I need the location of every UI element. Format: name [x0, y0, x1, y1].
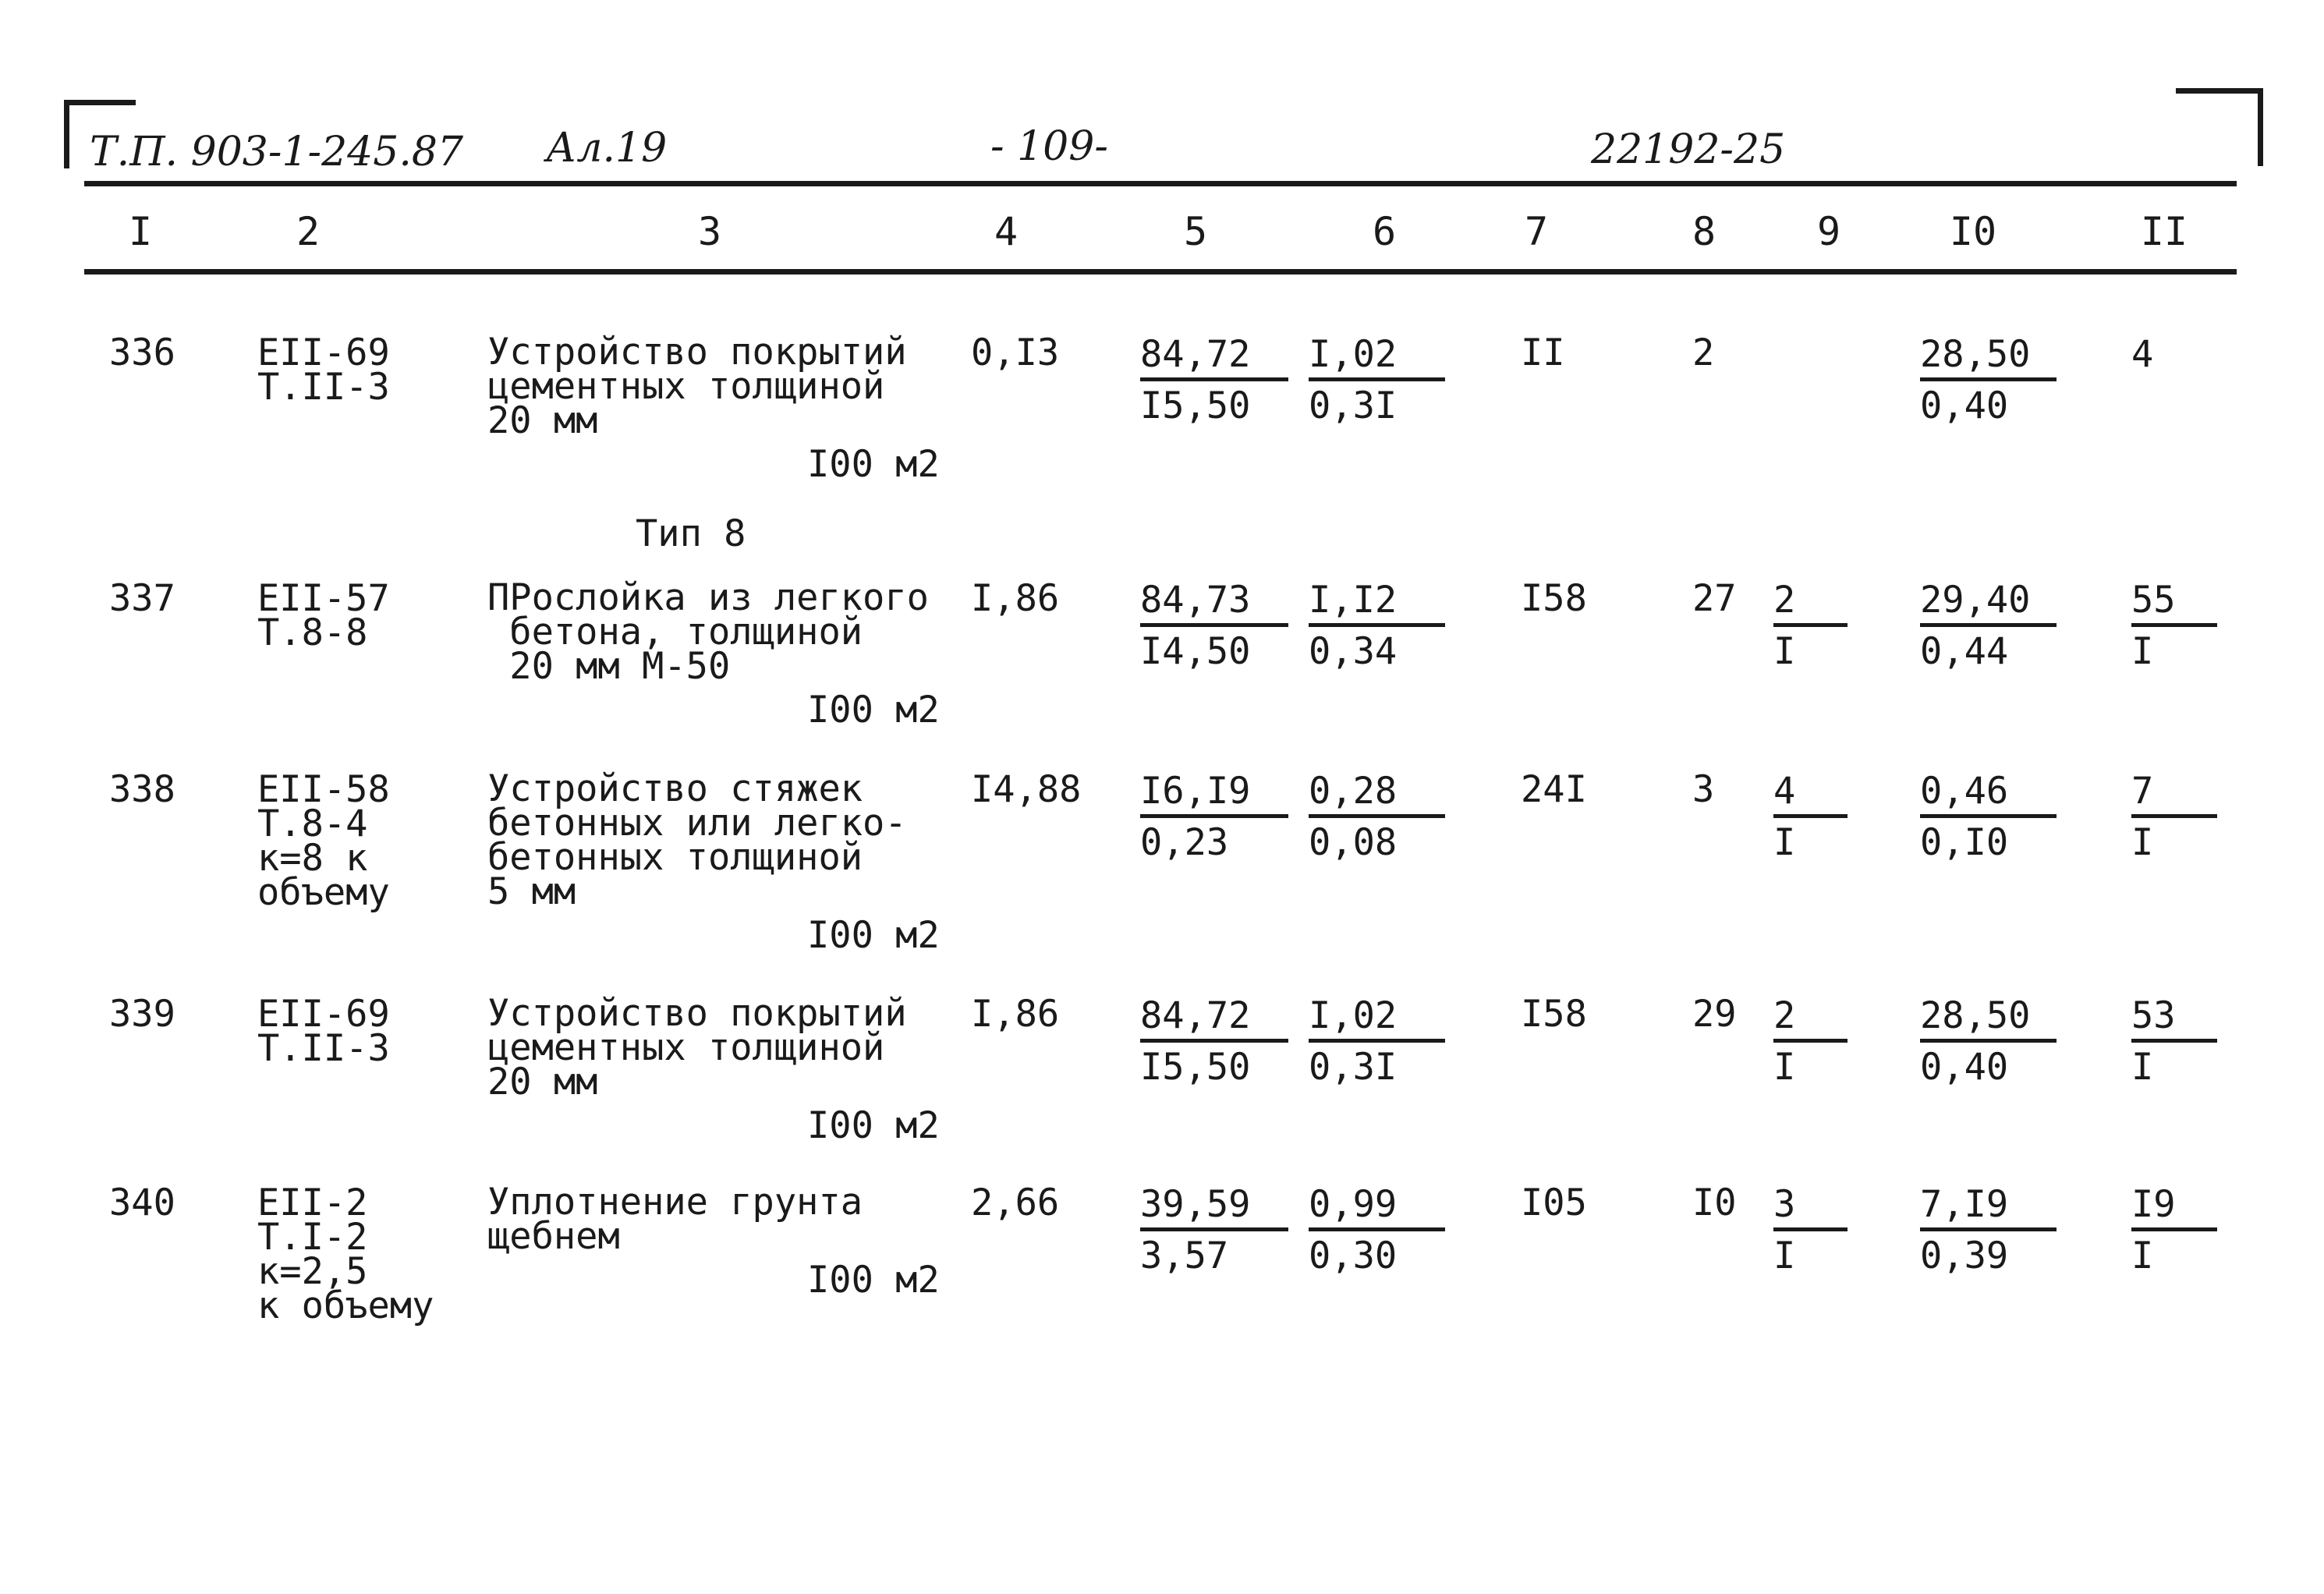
- description-line: 20 мм: [487, 1061, 598, 1103]
- col7-value: I58: [1521, 993, 1587, 1036]
- c10-fraction-bar: [1920, 1227, 2057, 1231]
- c6-fraction-bar: [1309, 377, 1445, 381]
- corner-mark-top-right-bar: [2176, 88, 2263, 94]
- c9-denominator: I: [1773, 821, 1796, 864]
- c9-denominator: I: [1773, 1234, 1796, 1277]
- c5-denominator: I5,50: [1140, 384, 1251, 427]
- col8-value: 29: [1692, 993, 1737, 1036]
- col8-value: 2: [1692, 331, 1715, 374]
- row-number: 340: [109, 1181, 175, 1224]
- c9-denominator: I: [1773, 630, 1796, 673]
- column-number: I: [128, 209, 153, 254]
- description-line: бетонных толщиной: [487, 836, 863, 879]
- c5-fraction-bar: [1140, 623, 1288, 627]
- c10-fraction-bar: [1920, 1039, 2057, 1043]
- quantity: 0,I3: [971, 331, 1060, 374]
- c6-numerator: I,02: [1309, 994, 1398, 1037]
- c6-numerator: I,I2: [1309, 579, 1398, 622]
- c11-numerator: 7: [2131, 770, 2154, 813]
- c6-numerator: 0,99: [1309, 1183, 1398, 1226]
- unit-label: I00 м2: [807, 914, 940, 957]
- col7-value: 24I: [1521, 768, 1587, 811]
- c5-fraction-bar: [1140, 377, 1288, 381]
- c6-fraction-bar: [1309, 814, 1445, 818]
- c11-denominator: I: [2131, 1234, 2154, 1277]
- norm-code-line: Т.II-3: [257, 366, 390, 409]
- norm-code-line: к объему: [257, 1284, 434, 1327]
- c9-fraction-bar: [1773, 1039, 1848, 1043]
- c10-denominator: 0,40: [1920, 1046, 2009, 1089]
- c9-numerator: 2: [1773, 994, 1796, 1037]
- c11-denominator: I: [2131, 630, 2154, 673]
- c11-numerator: 4: [2131, 333, 2154, 376]
- row-number: 336: [109, 331, 175, 374]
- c5-denominator: I5,50: [1140, 1046, 1251, 1089]
- c10-fraction-bar: [1920, 377, 2057, 381]
- c5-fraction-bar: [1140, 814, 1288, 818]
- c11-fraction-bar: [2131, 814, 2217, 818]
- norm-code-line: ЕII-69: [257, 993, 390, 1036]
- quantity: I,86: [971, 993, 1060, 1036]
- c6-fraction-bar: [1309, 1227, 1445, 1231]
- header-bottom-rule: [84, 269, 2237, 275]
- c6-numerator: 0,28: [1309, 770, 1398, 813]
- unit-label: I00 м2: [807, 689, 940, 731]
- unit-label: I00 м2: [807, 1259, 940, 1302]
- c9-fraction-bar: [1773, 623, 1848, 627]
- norm-code-line: Т.I-2: [257, 1216, 368, 1259]
- col8-value: 27: [1692, 577, 1737, 620]
- c5-fraction-bar: [1140, 1227, 1288, 1231]
- corner-mark-top-right: [2258, 88, 2263, 166]
- column-number: 5: [1183, 209, 1208, 254]
- row-number: 339: [109, 993, 175, 1036]
- column-number: 6: [1372, 209, 1397, 254]
- norm-code-line: Т.8-4: [257, 802, 368, 845]
- corner-mark-top-left: [64, 101, 69, 168]
- c5-numerator: I6,I9: [1140, 770, 1251, 813]
- row-number: 337: [109, 577, 175, 620]
- c10-denominator: 0,40: [1920, 384, 2009, 427]
- c11-numerator: I9: [2131, 1183, 2176, 1226]
- norm-code-line: ЕII-69: [257, 331, 390, 374]
- c11-numerator: 53: [2131, 994, 2176, 1037]
- norm-code-line: Т.II-3: [257, 1027, 390, 1070]
- doc-code: Т.П. 903-1-245.87: [90, 129, 464, 175]
- c10-denominator: 0,39: [1920, 1234, 2009, 1277]
- c11-fraction-bar: [2131, 1227, 2217, 1231]
- column-number: 9: [1816, 209, 1841, 254]
- norm-code-line: объему: [257, 871, 390, 914]
- c10-numerator: 29,40: [1920, 579, 2031, 622]
- description-line: Устройство покрытий: [487, 992, 907, 1035]
- col7-value: I58: [1521, 577, 1587, 620]
- page-number: - 109-: [990, 123, 1108, 170]
- c10-fraction-bar: [1920, 814, 2057, 818]
- unit-label: I00 м2: [807, 1104, 940, 1147]
- norm-code-line: ЕII-58: [257, 768, 390, 811]
- c6-denominator: 0,3I: [1309, 1046, 1398, 1089]
- description-line: Устройство покрытий: [487, 331, 907, 374]
- c6-denominator: 0,08: [1309, 821, 1398, 864]
- col8-value: 3: [1692, 768, 1715, 811]
- c5-denominator: I4,50: [1140, 630, 1251, 673]
- description-line: бетона, толщиной: [487, 611, 863, 654]
- c10-numerator: 28,50: [1920, 994, 2031, 1037]
- c5-denominator: 3,57: [1140, 1234, 1229, 1277]
- description-line: ПРослойка из легкого: [487, 576, 929, 619]
- norm-code-line: Т.8-8: [257, 611, 368, 654]
- c10-numerator: 28,50: [1920, 333, 2031, 376]
- c5-numerator: 84,72: [1140, 333, 1251, 376]
- c10-denominator: 0,I0: [1920, 821, 2009, 864]
- doc-number: 22192-25: [1591, 126, 1786, 173]
- c11-numerator: 55: [2131, 579, 2176, 622]
- c5-fraction-bar: [1140, 1039, 1288, 1043]
- column-number: 8: [1692, 209, 1716, 254]
- norm-code-line: к=8 к: [257, 837, 368, 880]
- description-line: 20 мм М-50: [487, 645, 731, 688]
- c10-numerator: 0,46: [1920, 770, 2009, 813]
- c5-numerator: 84,72: [1140, 994, 1251, 1037]
- norm-code-line: к=2,5: [257, 1250, 368, 1293]
- c10-numerator: 7,I9: [1920, 1183, 2009, 1226]
- corner-mark-top-left-bar: [64, 100, 136, 105]
- description-line: Уплотнение грунта: [487, 1181, 863, 1224]
- c11-denominator: I: [2131, 1046, 2154, 1089]
- col7-value: II: [1521, 331, 1565, 374]
- c6-denominator: 0,30: [1309, 1234, 1398, 1277]
- c6-fraction-bar: [1309, 1039, 1445, 1043]
- col8-value: I0: [1692, 1181, 1737, 1224]
- column-number: 2: [296, 209, 321, 254]
- c6-denominator: 0,34: [1309, 630, 1398, 673]
- c9-fraction-bar: [1773, 1227, 1848, 1231]
- column-number: I0: [1949, 209, 1997, 254]
- c6-numerator: I,02: [1309, 333, 1398, 376]
- column-number: 3: [697, 209, 722, 254]
- quantity: I4,88: [971, 768, 1082, 811]
- c5-numerator: 84,73: [1140, 579, 1251, 622]
- column-number: 4: [994, 209, 1019, 254]
- description-line: бетонных или легко-: [487, 802, 907, 845]
- col7-value: I05: [1521, 1181, 1587, 1224]
- c9-numerator: 3: [1773, 1183, 1796, 1226]
- description-line: 5 мм: [487, 870, 576, 913]
- c5-denominator: 0,23: [1140, 821, 1229, 864]
- c10-fraction-bar: [1920, 623, 2057, 627]
- section-subheading: Тип 8: [636, 512, 746, 555]
- norm-code-line: ЕII-2: [257, 1181, 368, 1224]
- c9-numerator: 4: [1773, 770, 1796, 813]
- norm-code-line: ЕII-57: [257, 577, 390, 620]
- c9-fraction-bar: [1773, 814, 1848, 818]
- column-number: 7: [1524, 209, 1549, 254]
- sheet-label: Ал.19: [546, 125, 668, 172]
- c10-denominator: 0,44: [1920, 630, 2009, 673]
- c5-numerator: 39,59: [1140, 1183, 1251, 1226]
- description-line: цементных толщиной: [487, 1026, 885, 1069]
- quantity: I,86: [971, 577, 1060, 620]
- description-line: цементных толщиной: [487, 365, 885, 408]
- row-number: 338: [109, 768, 175, 811]
- description-line: Устройство стяжек: [487, 767, 863, 810]
- description-line: щебнем: [487, 1215, 620, 1258]
- c11-fraction-bar: [2131, 1039, 2217, 1043]
- c9-denominator: I: [1773, 1046, 1796, 1089]
- c6-fraction-bar: [1309, 623, 1445, 627]
- c11-denominator: I: [2131, 821, 2154, 864]
- unit-label: I00 м2: [807, 443, 940, 486]
- c6-denominator: 0,3I: [1309, 384, 1398, 427]
- column-number: II: [2140, 209, 2188, 254]
- description-line: 20 мм: [487, 399, 598, 442]
- header-top-rule: [84, 181, 2237, 186]
- quantity: 2,66: [971, 1181, 1060, 1224]
- c9-numerator: 2: [1773, 579, 1796, 622]
- c11-fraction-bar: [2131, 623, 2217, 627]
